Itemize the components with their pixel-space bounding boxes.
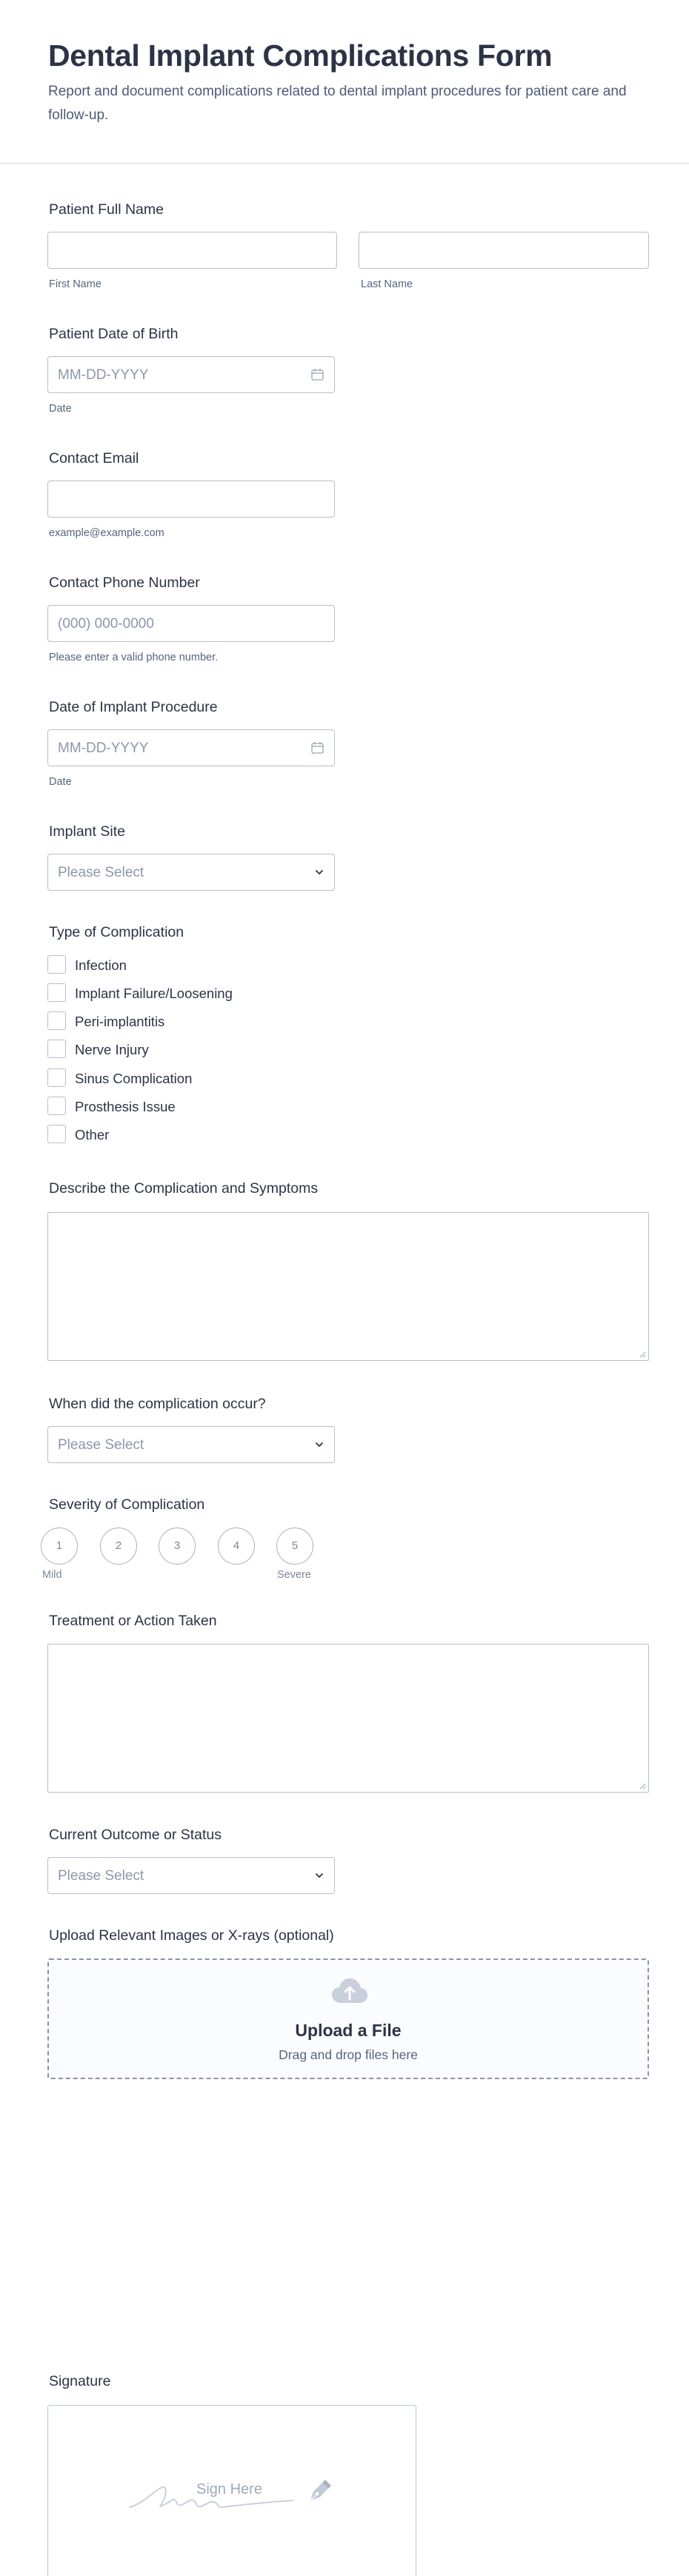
dob-input[interactable] (47, 356, 335, 393)
email-input[interactable] (47, 481, 335, 518)
last-name-sublabel: Last Name (361, 278, 413, 290)
pen-icon (306, 2478, 333, 2505)
form-subtitle: Report and document complications related to dental implant procedures for patient care and follow-up. (48, 84, 627, 123)
severity-label: Severity of Complication (49, 1496, 205, 1513)
upload-subtitle: Drag and drop files here (279, 2047, 418, 2062)
checkbox-label: Infection (75, 957, 127, 973)
implant-site-select[interactable] (47, 854, 335, 891)
severity-option-3[interactable]: 3 (159, 1528, 196, 1565)
severity-option-5[interactable]: 5 (276, 1528, 313, 1565)
phone-input[interactable] (47, 605, 335, 642)
symptoms-label: Describe the Complication and Symptoms (49, 1180, 319, 1197)
occurrence-label: When did the complication occur? (49, 1396, 266, 1412)
dob-label: Patient Date of Birth (49, 326, 179, 342)
phone-placeholder: (000) 000-0000 (58, 616, 154, 632)
resize-grip-icon[interactable] (639, 1351, 646, 1358)
first-name-input[interactable] (47, 232, 337, 269)
procedure-date-sublabel: Date (49, 776, 72, 788)
procedure-date-input[interactable] (47, 729, 335, 766)
last-name-input[interactable] (359, 232, 649, 269)
checkbox[interactable] (47, 1068, 66, 1087)
severity-min-label: Mild (42, 1569, 62, 1581)
occurrence-select[interactable] (47, 1426, 335, 1463)
form-title: Dental Implant Complications Form (48, 39, 553, 73)
checkbox-label: Other (75, 1127, 110, 1143)
checkbox-label: Peri-implantitis (75, 1014, 165, 1029)
email-sublabel: example@example.com (49, 527, 164, 539)
upload-title: Upload a File (295, 2021, 402, 2040)
signature-pad[interactable] (47, 2405, 416, 2576)
calendar-icon[interactable] (311, 741, 324, 754)
procedure-date-placeholder: MM-DD-YYYY (58, 740, 149, 756)
occurrence-value: Please Select (58, 1437, 144, 1453)
checkbox-label: Nerve Injury (75, 1042, 149, 1057)
form-header (0, 0, 689, 164)
severity-option-1[interactable]: 1 (41, 1528, 78, 1565)
checkbox[interactable] (47, 1040, 66, 1058)
resize-grip-icon[interactable] (639, 1782, 646, 1790)
complication-type-label: Type of Complication (49, 924, 184, 940)
upload-label: Upload Relevant Images or X-rays (optional) (49, 1927, 334, 1944)
dob-placeholder: MM-DD-YYYY (58, 367, 149, 383)
treatment-textarea[interactable] (47, 1644, 649, 1793)
dob-sublabel: Date (49, 403, 72, 415)
phone-sublabel: Please enter a valid phone number. (49, 652, 219, 663)
checkbox-label: Prosthesis Issue (75, 1099, 176, 1114)
outcome-value: Please Select (58, 1868, 144, 1884)
chevron-down-icon (313, 1438, 326, 1451)
checkbox[interactable] (47, 1097, 66, 1115)
checkbox[interactable] (47, 1011, 66, 1030)
chevron-down-icon (313, 1869, 326, 1882)
first-name-sublabel: First Name (49, 278, 101, 290)
cloud-upload-icon (330, 1976, 369, 2006)
implant-site-label: Implant Site (49, 823, 125, 840)
checkbox-label: Sinus Complication (75, 1071, 193, 1086)
checkbox[interactable] (47, 1125, 66, 1143)
phone-label: Contact Phone Number (49, 575, 200, 591)
signature-label: Signature (49, 2373, 111, 2389)
patient-name-label: Patient Full Name (49, 201, 164, 218)
symptoms-textarea[interactable] (47, 1212, 649, 1361)
procedure-date-label: Date of Implant Procedure (49, 699, 218, 715)
outcome-label: Current Outcome or Status (49, 1827, 222, 1843)
checkbox-label: Implant Failure/Loosening (75, 986, 233, 1001)
severity-max-label: Severe (277, 1569, 311, 1581)
severity-option-2[interactable]: 2 (100, 1528, 137, 1565)
severity-option-4[interactable]: 4 (218, 1528, 255, 1565)
checkbox[interactable] (47, 955, 66, 974)
treatment-label: Treatment or Action Taken (49, 1613, 217, 1629)
file-upload-dropzone[interactable] (47, 1958, 649, 2079)
signature-placeholder: Sign Here (196, 2481, 262, 2498)
email-label: Contact Email (49, 450, 139, 466)
chevron-down-icon (313, 866, 326, 879)
outcome-select[interactable] (47, 1857, 335, 1894)
calendar-icon[interactable] (311, 368, 324, 381)
implant-site-value: Please Select (58, 865, 144, 880)
checkbox[interactable] (47, 983, 66, 1002)
